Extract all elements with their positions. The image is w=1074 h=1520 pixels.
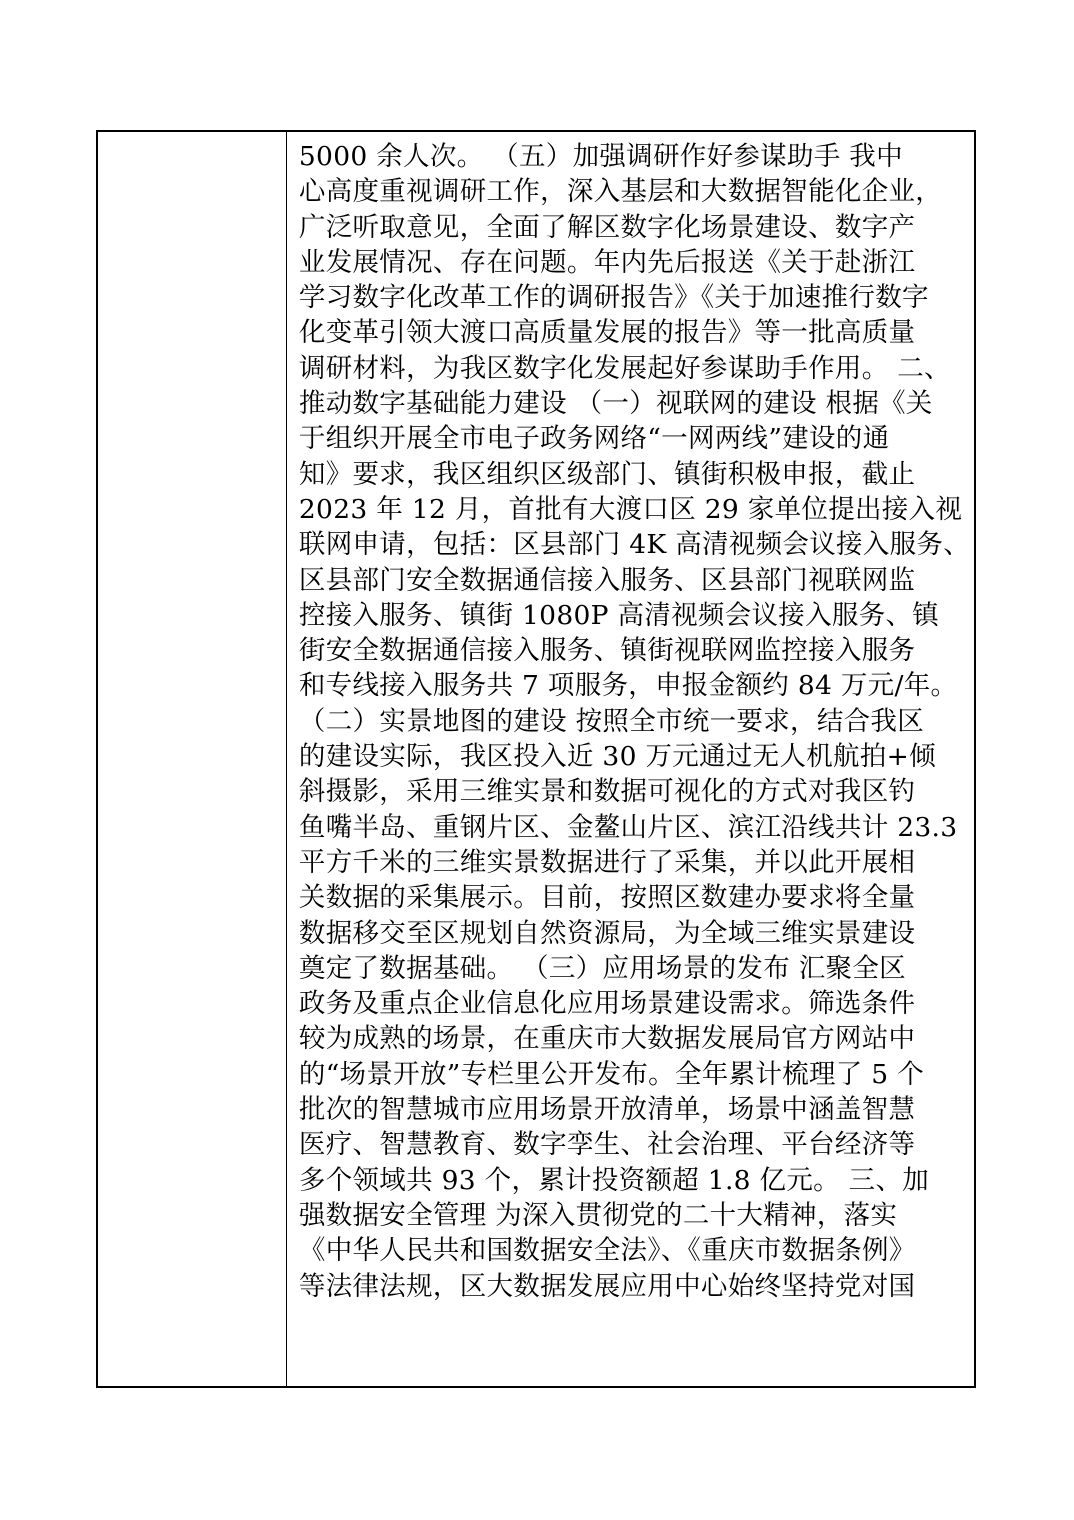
paragraph-line: （二）实景地图的建设 按照全市统一要求，结合我区 [298, 705, 925, 737]
paragraph-line: 控接入服务、镇街 1080P 高清视频会议接入服务、镇 [298, 599, 940, 631]
paragraph-line: 政务及重点企业信息化应用场景建设需求。筛选条件 [298, 988, 916, 1020]
paragraph-line: 多个领域共 93 个，累计投资额超 1.8 亿元。 三、加 [298, 1164, 930, 1196]
paragraph-line: 和专线接入服务共 7 项服务，申报金额约 84 万元/年。 [298, 670, 958, 702]
paragraph-line: 较为成熟的场景，在重庆市大数据发展局官方网站中 [298, 1023, 916, 1055]
paragraph-line: 2023 年 12 月，首批有大渡口区 29 家单位提出接入视 [298, 493, 963, 525]
paragraph-line: 知》要求，我区组织区级部门、镇街积极申报，截止 [298, 458, 916, 490]
table-content-cell [287, 132, 974, 1386]
paragraph-line: 5000 余人次。 （五）加强调研作好参谋助手 我中 [298, 141, 903, 172]
document-table [96, 130, 976, 1388]
paragraph-line: 学习数字化改革工作的调研报告》《关于加速推行数字 [298, 282, 929, 314]
paragraph-line: 批次的智慧城市应用场景开放清单，场景中涵盖智慧 [298, 1094, 916, 1126]
paragraph-line: 业发展情况、存在问题。年内先后报送《关于赴浙江 [298, 246, 916, 278]
paragraph-line: 鱼嘴半岛、重钢片区、金鳌山片区、滨江沿线共计 23.3 [298, 811, 958, 843]
paragraph-line: 区县部门安全数据通信接入服务、区县部门视联网监 [298, 564, 916, 596]
paragraph-line: 广泛听取意见，全面了解区数字化场景建设、数字产 [298, 211, 916, 243]
paragraph-line: 关数据的采集展示。目前，按照区数建办要求将全量 [298, 882, 916, 914]
paragraph-line: 奠定了数据基础。 （三）应用场景的发布 汇聚全区 [298, 952, 906, 984]
paragraph-line: 的“场景开放”专栏里公开发布。全年累计梳理了 5 个 [298, 1058, 924, 1090]
paragraph-line: 《中华人民共和国数据安全法》、《重庆市数据条例》 [298, 1235, 916, 1267]
paragraph-line: 于组织开展全市电子政务网络“一网两线”建设的通 [298, 423, 890, 455]
paragraph-line: 平方千米的三维实景数据进行了采集，并以此开展相 [298, 846, 916, 878]
paragraph-line: 强数据安全管理 为深入贯彻党的二十大精神，落实 [298, 1199, 898, 1231]
paragraph-line: 化变革引领大渡口高质量发展的报告》等一批高质量 [298, 317, 916, 349]
paragraph-line: 心高度重视调研工作，深入基层和大数据智能化企业， [298, 176, 943, 208]
paragraph-line: 数据移交至区规划自然资源局，为全域三维实景建设 [298, 917, 916, 949]
table-left-cell [98, 132, 287, 1386]
paragraph-line: 的建设实际，我区投入近 30 万元通过无人机航拍+倾 [298, 741, 936, 773]
paragraph-line: 联网申请，包括：区县部门 4K 高清视频会议接入服务、 [298, 529, 970, 561]
paragraph-line: 调研材料，为我区数字化发展起好参谋助手作用。 二、 [298, 352, 951, 384]
paragraph-line: 等法律法规，区大数据发展应用中心始终坚持党对国 [298, 1270, 916, 1302]
paragraph-line: 医疗、智慧教育、数字孪生、社会治理、平台经济等 [298, 1129, 916, 1161]
paragraph-line: 斜摄影，采用三维实景和数据可视化的方式对我区钓 [298, 776, 916, 808]
paragraph-line: 街安全数据通信接入服务、镇街视联网监控接入服务 [298, 635, 916, 667]
paragraph-line: 推动数字基础能力建设 （一）视联网的建设 根据《关 [298, 388, 933, 420]
